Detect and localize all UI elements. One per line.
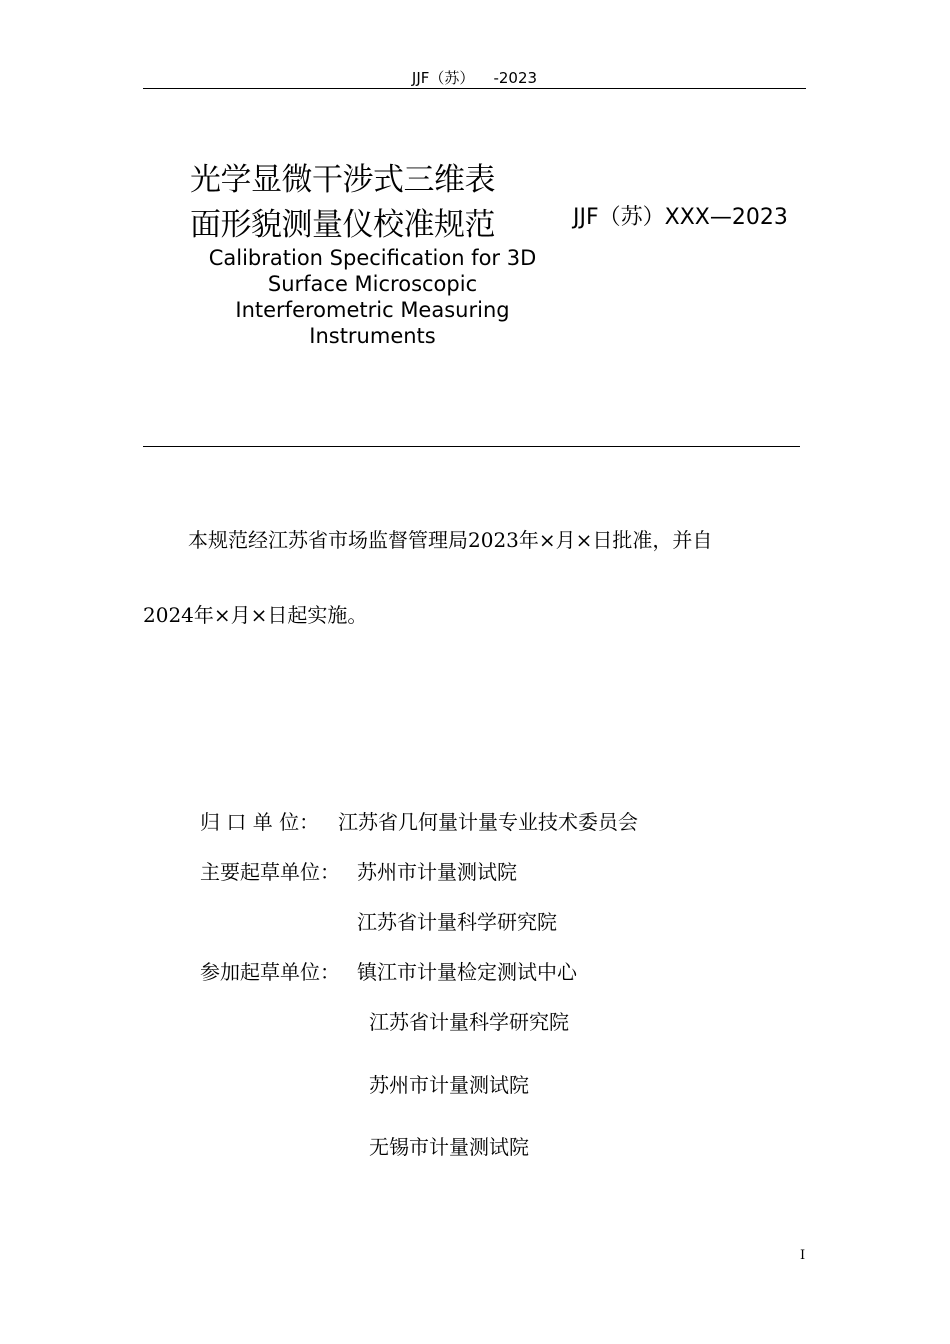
main-drafting-unit-label: 主要起草单位： [200,860,340,884]
running-header: JJF（苏） -2023 [411,69,538,87]
participating-unit: 镇江市计量检定测试中心 [357,960,577,984]
participating-unit: 无锡市计量测试院 [369,1135,529,1159]
spec-code: JJF（苏）XXX—2023 [573,205,788,230]
participating-unit: 苏州市计量测试院 [369,1073,529,1097]
main-drafting-unit: 苏州市计量测试院 [357,860,517,884]
approval-line2: 2024年×月×日起实施。 [143,603,368,627]
approval-line1: 本规范经江苏省市场监督管理局2023年×月×日批准，并自 [188,528,713,552]
title-cn-line2: 面形貌测量仪校准规范 [190,207,495,243]
header-rule [143,88,806,89]
title-rule [143,446,800,447]
page-number: I [800,1248,806,1263]
title-cn-line1: 光学显微干涉式三维表 [190,162,495,198]
participating-unit: 江苏省计量科学研究院 [369,1010,569,1034]
responsible-unit-value: 江苏省几何量计量专业技术委员会 [338,810,638,834]
title-en: Calibration Specification for 3D Surface Microscopic Interferometric Measuring Instruments [208,246,537,348]
participating-unit-label: 参加起草单位： [200,960,340,984]
main-drafting-unit: 江苏省计量科学研究院 [357,910,557,934]
responsible-unit-label: 归 口 单 位： [200,810,320,834]
